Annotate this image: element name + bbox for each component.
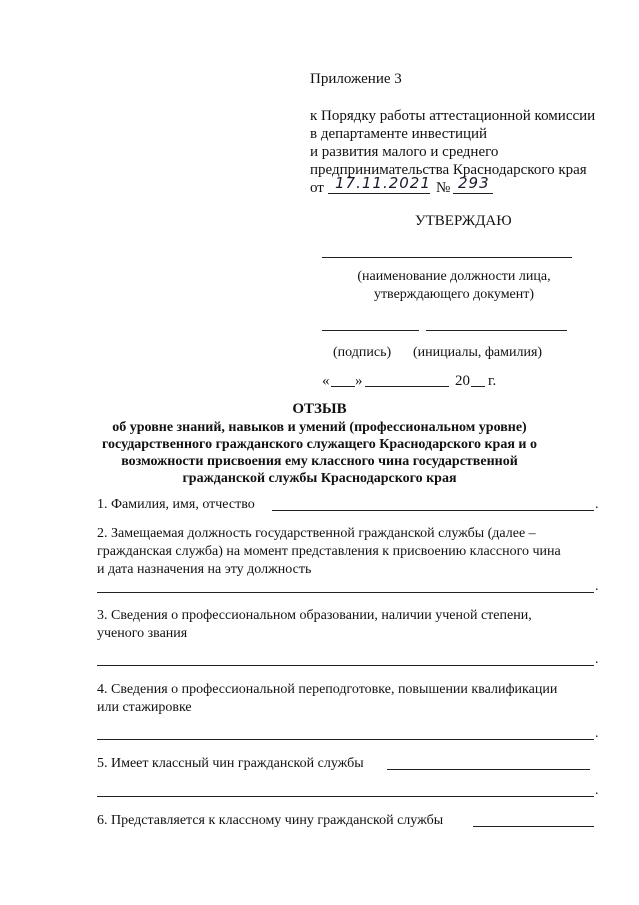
appendix-line-3: и развития малого и среднего (310, 144, 499, 160)
item-2-line-3: и дата назначения на эту должность (97, 562, 312, 577)
training-field[interactable] (97, 739, 594, 740)
name-line (426, 330, 567, 331)
heading-line-3: возможности присвоения ему классного чина государственной (121, 454, 518, 469)
item-3-line-2: ученого звания (97, 626, 188, 641)
year-suffix: г. (488, 373, 497, 389)
appendix-line-1: к Порядку работы аттестационной комиссии (310, 108, 596, 124)
day-line (331, 386, 355, 387)
item-5-label: 5. Имеет классный чин гражданской службы (97, 756, 364, 771)
item-4-line-2: или стажировке (97, 700, 192, 715)
proposed-rank-field[interactable] (473, 826, 594, 827)
position-line (322, 257, 572, 258)
date-underline (328, 193, 430, 194)
handwritten-number: 293 (458, 174, 490, 192)
item-2-line-2: гражданская служба) на момент представления к присвоению классного чина (97, 544, 561, 559)
approval-title: УТВЕРЖДАЮ (415, 213, 512, 229)
education-field[interactable] (97, 665, 594, 666)
month-line (365, 386, 449, 387)
signature-line (322, 330, 419, 331)
item-3-line-1: 3. Сведения о профессиональном образовании, наличии ученой степени, (97, 608, 532, 623)
item-4-period: . (595, 726, 599, 741)
current-rank-field-2[interactable] (97, 796, 594, 797)
item-2-period: . (595, 579, 599, 594)
position-hint-1: (наименование должности лица, (357, 269, 551, 284)
heading-title: ОТЗЫВ (292, 401, 347, 417)
item-3-period: . (595, 652, 599, 667)
appendix-line-2: в департаменте инвестиций (310, 126, 488, 142)
item-6-label: 6. Представляется к классному чину гражданской службы (97, 813, 444, 828)
position-hint-2: утверждающего документ) (373, 287, 535, 302)
year-prefix: 20 (455, 373, 470, 389)
date-open-quote: « (322, 373, 330, 389)
signature-hint: (подпись) (333, 345, 392, 360)
appendix-title: Приложение 3 (310, 71, 402, 87)
number-label: № (436, 180, 451, 196)
full-name-field[interactable] (272, 510, 594, 511)
number-underline (453, 193, 493, 194)
date-close-quote: » (355, 373, 363, 389)
handwritten-date: 17.11.2021 (335, 174, 431, 192)
year-line (471, 386, 485, 387)
current-rank-field[interactable] (387, 769, 590, 770)
name-hint: (инициалы, фамилия) (413, 345, 543, 360)
item-5-period: . (595, 783, 599, 798)
item-1-period: . (595, 497, 599, 512)
appendix-line-4: предпринимательства Краснодарского края (310, 162, 587, 178)
item-2-line-1: 2. Замещаемая должность государственной гражданской службы (далее – (97, 526, 536, 541)
heading-line-4: гражданской службы Краснодарского края (182, 471, 457, 486)
from-label: от (310, 180, 324, 196)
heading-line-2: государственного гражданского служащего Краснодарского края и о (102, 437, 537, 452)
position-field[interactable] (97, 592, 594, 593)
item-1-label: 1. Фамилия, имя, отчество (97, 497, 255, 512)
item-4-line-1: 4. Сведения о профессиональной переподготовке, повышении квалификации (97, 682, 558, 697)
heading-line-1: об уровне знаний, навыков и умений (профессиональном уровне) (112, 420, 527, 435)
